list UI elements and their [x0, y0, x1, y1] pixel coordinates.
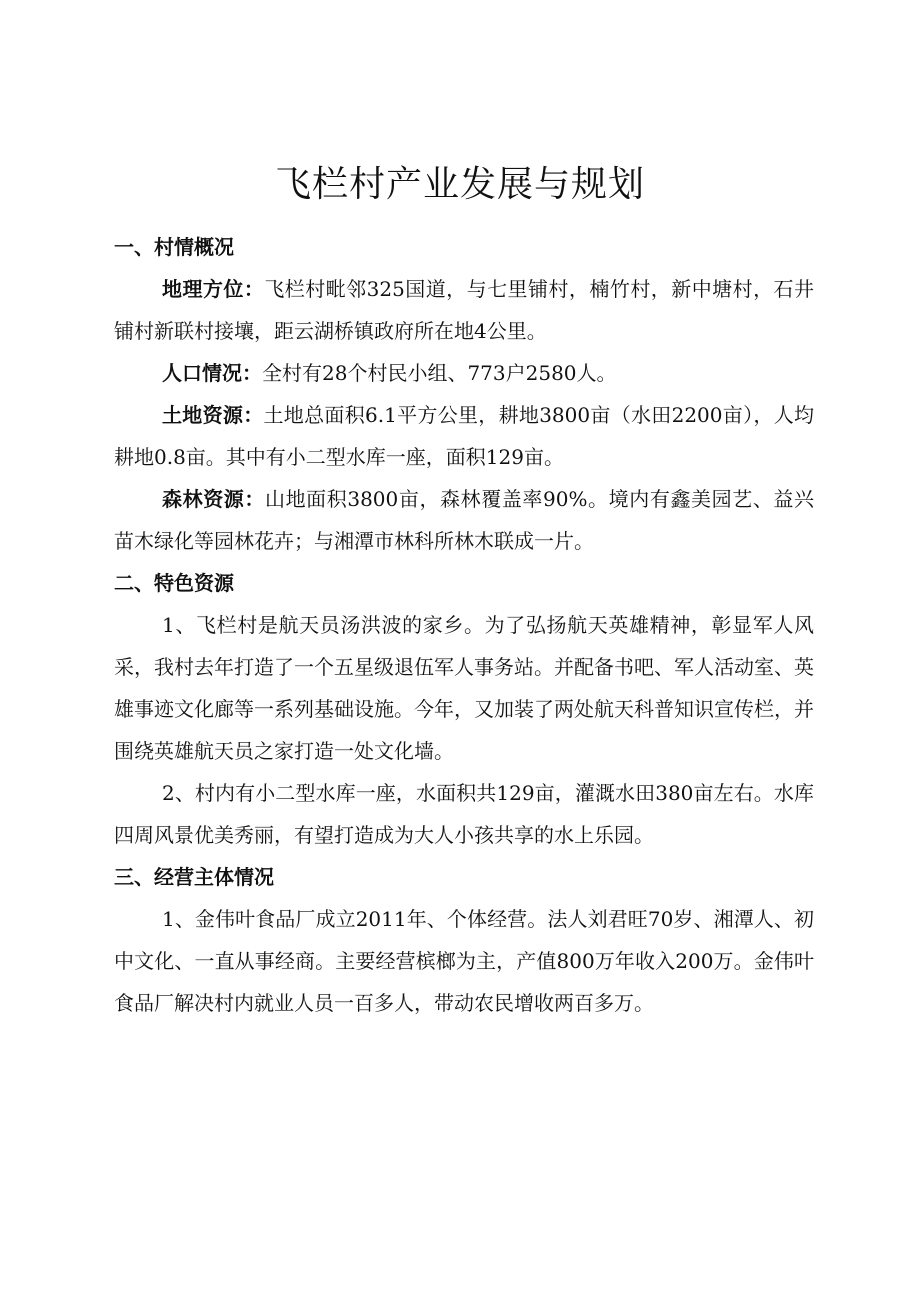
document-body: [114, 226, 814, 1024]
paragraph-label: 土地资源：: [162, 403, 264, 427]
paragraph-text: 飞栏村毗邻325国道，与七里铺村，楠竹村，新中塘村，石井铺村新联村接壤，距云湖桥镇政府所在地4公里。: [114, 277, 814, 343]
paragraph-population: [114, 352, 814, 394]
paragraph-text: 土地总面积6.1平方公里，耕地3800亩（水田2200亩），人均耕地0.8亩。其中有小二型水库一座，面积129亩。: [114, 403, 814, 469]
paragraph-geography: [114, 268, 814, 352]
paragraph-label: 人口情况：: [162, 361, 262, 385]
paragraph-text: 全村有28个村民小组、773户2580人。: [262, 361, 617, 385]
paragraph-food-factory: 1、金伟叶食品厂成立2011年、个体经营。法人刘君旺70岁、湘潭人、初中文化、一直从事经商。主要经营槟榔为主，产值800万年收入200万。金伟叶食品厂解决村内就业人员一百多人，带动农民增收两百多万。: [114, 907, 814, 1015]
section-heading-business-entities: 三、经营主体情况: [114, 865, 274, 889]
section-heading-village-overview: 一、村情概况: [114, 235, 234, 259]
page-title: 飞栏村产业发展与规划: [274, 164, 645, 206]
paragraph-label: 地理方位：: [162, 277, 265, 301]
paragraph-reservoir: 2、村内有小二型水库一座，水面积共129亩，灌溉水田380亩左右。水库四周风景优美秀丽，有望打造成为大人小孩共享的水上乐园。: [114, 781, 814, 847]
paragraph-label: 森林资源：: [162, 487, 265, 511]
section-heading-special-resources: 二、特色资源: [114, 571, 234, 595]
paragraph-forest: [114, 478, 814, 562]
paragraph-text: 山地面积3800亩，森林覆盖率90%。境内有鑫美园艺、益兴苗木绿化等园林花卉；与湘潭市林科所林木联成一片。: [114, 487, 815, 553]
paragraph-astronaut-hometown: 1、飞栏村是航天员汤洪波的家乡。为了弘扬航天英雄精神，彰显军人风采，我村去年打造了一个五星级退伍军人事务站。并配备书吧、军人活动室、英雄事迹文化廊等一系列基础设施。今年，又加装了两处航天科普知识宣传栏，并围绕英雄航天员之家打造一处文化墙。: [114, 613, 814, 763]
paragraph-land: [114, 394, 814, 478]
